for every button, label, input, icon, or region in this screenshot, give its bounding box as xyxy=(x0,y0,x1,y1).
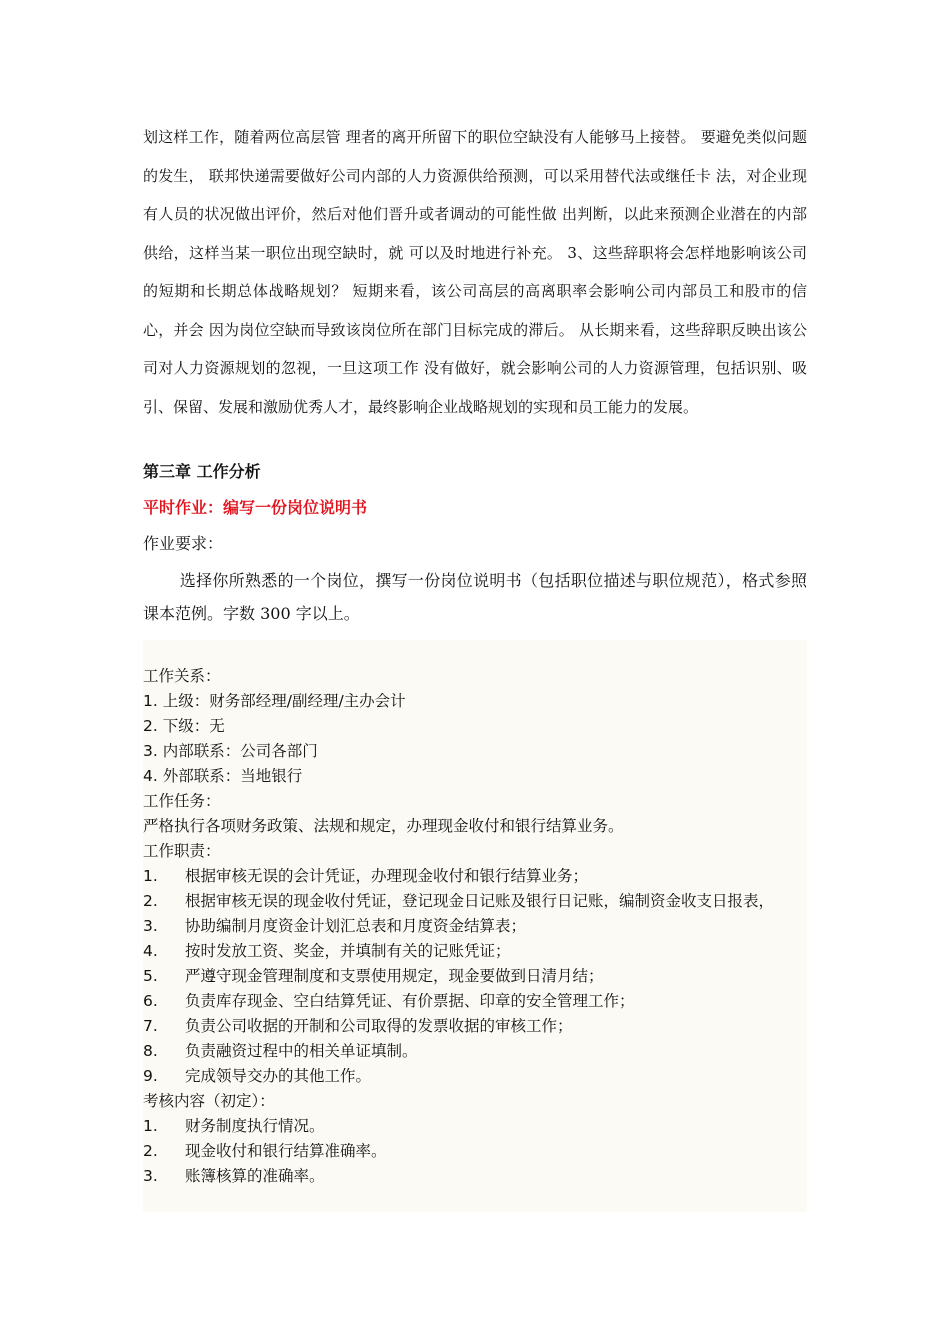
relation-item xyxy=(143,764,807,789)
intro-paragraph: 划这样工作，随着两位高层管 理者的离开所留下的职位空缺没有人能够马上接替。 要避免类似问题的发生， 联邦快递需要做好公司内部的人力资源供给预测，可以采用替代法或继任卡 法，对企业现有人员的状况做出评价，然后对他们晋升或者调动的可能性做 出判断，以此来预测企业潜在的内部供给，这样当某一职位出现空缺时，就 可以及时地进行补充。 3、这些辞职将会怎样地影响该公司的短期和长期总体战略规划？ 短期来看，该公司高层的高离职率会影响公司内部员工和股市的信心，并会 因为岗位空缺而导致该岗位所在部门目标完成的滞后。 从长期来看，这些辞职反映出该公司对人力资源规划的忽视，一旦这项工作 没有做好，就会影响公司的人力资源管理，包括识别、吸引、保留、发展和激励优秀人才，最终影响企业战略规划的实现和员工能力的发展。 xyxy=(143,128,807,416)
duty-number: 1. xyxy=(143,867,158,885)
relation-text: 下级：无 xyxy=(162,717,225,735)
duty-text: 完成领导交办的其他工作。 xyxy=(185,1067,372,1085)
duty-text: 根据审核无误的会计凭证，办理现金收付和银行结算业务； xyxy=(185,867,589,885)
chapter-title: 第三章 工作分析 xyxy=(143,462,261,481)
task-heading: 工作任务： xyxy=(143,792,221,810)
duty-number: 3. xyxy=(143,917,158,935)
duties-heading: 工作职责： xyxy=(143,842,221,860)
assessment-text: 财务制度执行情况。 xyxy=(185,1117,325,1135)
relation-number: 3. xyxy=(143,742,158,760)
duty-number: 2. xyxy=(143,892,158,910)
duty-number: 8. xyxy=(143,1042,158,1060)
relation-item xyxy=(143,689,807,714)
relation-number: 2. xyxy=(143,717,158,735)
relation-number: 1. xyxy=(143,692,158,710)
homework-title: 平时作业：编写一份岗位说明书 xyxy=(143,498,368,517)
assessment-number: 2. xyxy=(143,1142,158,1160)
duty-item xyxy=(143,939,807,964)
assessment-item xyxy=(143,1139,807,1164)
duty-item xyxy=(143,864,807,889)
relation-text: 上级：财务部经理/副经理/主办会计 xyxy=(162,692,406,710)
task-text: 严格执行各项财务政策、法规和规定，办理现金收付和银行结算业务。 xyxy=(143,817,624,835)
job-description-box xyxy=(143,640,807,1212)
homework-requirement-text: 选择你所熟悉的一个岗位，撰写一份岗位说明书（包括职位描述与职位规范），格式参照课本范例。字数 300 字以上。 xyxy=(143,571,807,623)
assessment-item xyxy=(143,1114,807,1139)
assessment-number: 1. xyxy=(143,1117,158,1135)
duty-item xyxy=(143,914,807,939)
assessment-item xyxy=(143,1164,807,1189)
relation-text: 外部联系：当地银行 xyxy=(162,767,303,785)
duty-item xyxy=(143,889,807,914)
relations-heading: 工作关系： xyxy=(143,667,221,685)
relation-number: 4. xyxy=(143,767,158,785)
duty-item xyxy=(143,989,807,1014)
duty-text: 负责库存现金、空白结算凭证、有价票据、印章的安全管理工作； xyxy=(185,992,635,1010)
duty-number: 4. xyxy=(143,942,158,960)
duty-item xyxy=(143,1014,807,1039)
relation-item xyxy=(143,714,807,739)
duty-text: 负责公司收据的开制和公司取得的发票收据的审核工作； xyxy=(185,1017,573,1035)
assessment-text: 现金收付和银行结算准确率。 xyxy=(185,1142,387,1160)
duty-text: 协助编制月度资金计划汇总表和月度资金结算表； xyxy=(185,917,527,935)
duty-number: 7. xyxy=(143,1017,158,1035)
duty-text: 严遵守现金管理制度和支票使用规定，现金要做到日清月结； xyxy=(185,967,604,985)
duty-number: 6. xyxy=(143,992,158,1010)
duty-item xyxy=(143,964,807,989)
homework-requirement-label: 作业要求： xyxy=(143,534,224,553)
assessment-number: 3. xyxy=(143,1167,158,1185)
duty-number: 5. xyxy=(143,967,158,985)
assessment-text: 账簿核算的准确率。 xyxy=(185,1167,325,1185)
duty-item xyxy=(143,1039,807,1064)
duty-text: 按时发放工资、奖金，并填制有关的记账凭证； xyxy=(185,942,511,960)
duty-text: 根据审核无误的现金收付凭证，登记现金日记账及银行日记账，编制资金收支日报表， xyxy=(185,892,775,910)
relation-text: 内部联系：公司各部门 xyxy=(162,742,318,760)
duty-text: 负责融资过程中的相关单证填制。 xyxy=(185,1042,418,1060)
relation-item xyxy=(143,739,807,764)
duty-item xyxy=(143,1064,807,1089)
duty-number: 9. xyxy=(143,1067,158,1085)
assessment-heading: 考核内容（初定）： xyxy=(143,1092,275,1110)
